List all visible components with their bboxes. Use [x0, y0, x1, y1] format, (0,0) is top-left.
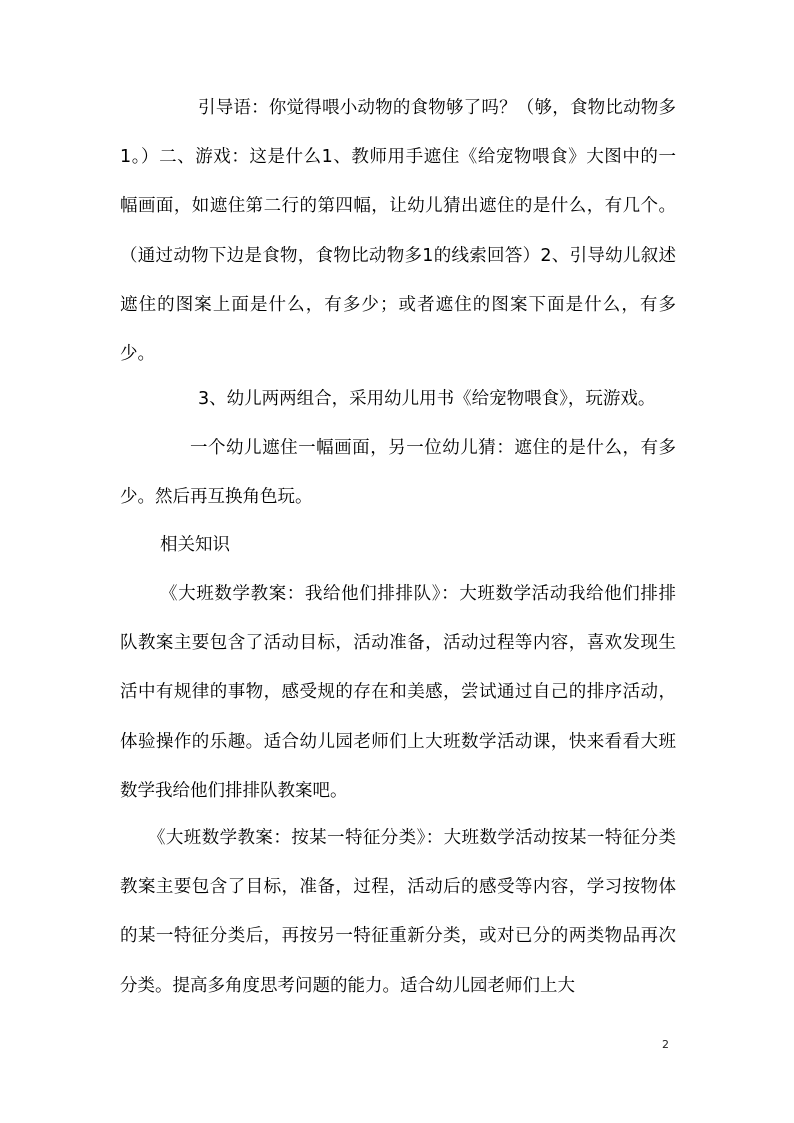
paragraph-related-lesson-sorting: 《大班数学教案：我给他们排排队》：大班数学活动我给他们排排队教案主要包含了活动目标，活动准备，活动过程等内容，喜欢发现生活中有规律的事物，感受规的存在和美感，尝试通过自己的排序活动，体验操作的乐趣。适合幼儿园老师们上大班数学活动课，快来看看大班数学我给他们排排队教案吧。	[120, 584, 676, 801]
page-number: 2	[662, 1038, 669, 1051]
paragraph-pair-game: 3、幼儿两两组合，采用幼儿用书《给宠物喂食》，玩游戏。	[198, 389, 656, 409]
paragraph-related-lesson-classification: 《大班数学教案：按某一特征分类》：大班数学活动按某一特征分类教案主要包含了目标，准备，过程，活动后的感受等内容，学习按物体的某一特征分类后，再按另一特征重新分类，或对已分的两类物品再次分类。提高多角度思考问题的能力。适合幼儿园老师们上大	[120, 828, 676, 996]
paragraph-cover-and-guess: 一个幼儿遮住一幅画面，另一位幼儿猜：遮住的是什么，有多少。然后再互换角色玩。	[120, 438, 676, 508]
paragraph-guided-question: 引导语：你觉得喂小动物的食物够了吗？（够，食物比动物多1。）二、游戏：这是什么1、教师用手遮住《给宠物喂食》大图中的一幅画面，如遮住第二行的第四幅，让幼儿猜出遮住的是什么，有几个。（通过动物下边是食物，食物比动物多1的线索回答）2、引导幼儿叙述遮住的图案上面是什么，有多少；或者遮住的图案下面是什么，有多少。	[120, 98, 676, 365]
section-heading-related-knowledge: 相关知识	[160, 535, 230, 555]
